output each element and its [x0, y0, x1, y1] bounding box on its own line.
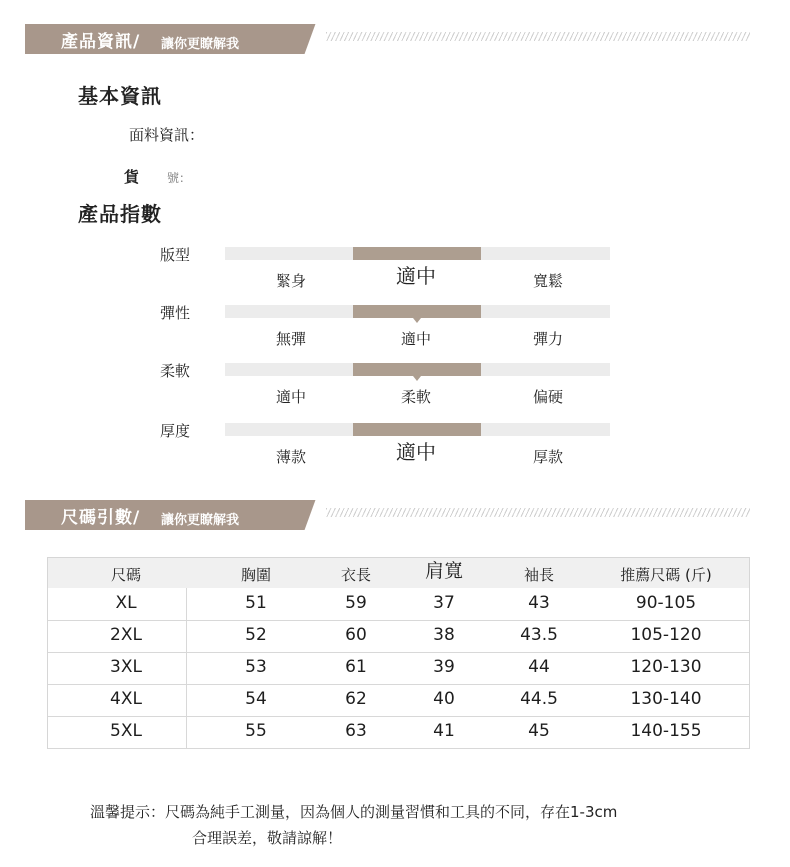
- attribute-option: 寬鬆: [532, 272, 563, 290]
- table-cell: 39: [433, 657, 455, 677]
- table-cell: 130-140: [630, 689, 702, 709]
- product-info-title: 產品資訊/: [61, 32, 141, 52]
- attribute-option: 偏硬: [532, 388, 563, 406]
- product-index-title: 產品指數: [78, 202, 162, 226]
- note-line-2: 合理誤差，敬請諒解！: [192, 829, 343, 847]
- attribute-selected-segment: [353, 305, 481, 318]
- table-cell: 45: [528, 721, 550, 741]
- size-table-header-cell: 尺碼: [110, 566, 141, 584]
- table-cell: 38: [433, 625, 455, 645]
- table-cell: 52: [245, 625, 267, 645]
- table-cell: 43: [528, 593, 550, 613]
- attribute-label: 柔軟: [160, 362, 191, 380]
- attribute-label: 厚度: [160, 422, 191, 440]
- attribute-selected-segment: [353, 247, 481, 260]
- table-cell: 5XL: [110, 721, 142, 741]
- attribute-option: 適中: [400, 330, 431, 348]
- attribute-label: 版型: [160, 246, 191, 264]
- table-cell: 120-130: [630, 657, 702, 677]
- size-info-subtitle: 讓你更瞭解我: [161, 513, 240, 528]
- table-cell: 44.5: [520, 689, 558, 709]
- size-table-header: [48, 558, 749, 588]
- table-cell: 4XL: [110, 689, 142, 709]
- table-cell: 2XL: [110, 625, 142, 645]
- table-cell: 3XL: [110, 657, 142, 677]
- fabric-info-label: 面料資訊：: [129, 126, 205, 144]
- table-cell: 63: [345, 721, 367, 741]
- attribute-option: 薄款: [275, 448, 306, 466]
- table-cell: 105-120: [630, 625, 702, 645]
- table-cell: 51: [245, 593, 267, 613]
- table-cell: 61: [345, 657, 367, 677]
- table-cell: 43.5: [520, 625, 558, 645]
- table-row: [48, 716, 749, 748]
- table-cell: XL: [115, 593, 137, 613]
- attribute-label: 彈性: [160, 304, 191, 322]
- table-row: [48, 588, 749, 620]
- attribute-option: 適中: [396, 264, 436, 288]
- attribute-option: 適中: [396, 440, 436, 464]
- table-row: [48, 620, 749, 652]
- table-cell: 55: [245, 721, 267, 741]
- size-table-header-cell: 推薦尺碼 (斤): [620, 566, 712, 584]
- table-cell: 41: [433, 721, 455, 741]
- table-cell: 40: [433, 689, 455, 709]
- fabric-info-row: [129, 124, 204, 145]
- table-row: [48, 652, 749, 684]
- table-cell: 59: [345, 593, 367, 613]
- table-cell: 140-155: [630, 721, 702, 741]
- hatch-divider: [326, 508, 750, 517]
- table-cell: 62: [345, 689, 367, 709]
- row-divider: [48, 748, 749, 749]
- size-table-header-cell: 胸圍: [240, 566, 271, 584]
- attribute-option: 彈力: [532, 330, 563, 348]
- product-info-bar: [25, 24, 318, 54]
- note-line-1: 溫馨提示：尺碼為純手工測量，因為個人的測量習慣和工具的不同，存在1-3cm: [90, 803, 618, 821]
- product-info-subtitle: 讓你更瞭解我: [161, 37, 240, 52]
- table-row: [48, 684, 749, 716]
- attribute-option: 緊身: [275, 272, 306, 290]
- selected-pointer-icon: [413, 376, 421, 381]
- size-info-title: 尺碼引數/: [61, 508, 141, 528]
- table-cell: 37: [433, 593, 455, 613]
- table-cell: 54: [245, 689, 267, 709]
- table-cell: 60: [345, 625, 367, 645]
- table-cell: 53: [245, 657, 267, 677]
- attribute-option: 無彈: [275, 330, 306, 348]
- hatch-divider: [326, 32, 750, 41]
- item-number-char2: 號：: [167, 171, 192, 185]
- attribute-option: 柔軟: [400, 388, 431, 406]
- table-cell: 44: [528, 657, 550, 677]
- attribute-option: 適中: [275, 388, 306, 406]
- item-number-char1: 貨: [124, 168, 140, 186]
- size-table: [47, 557, 750, 749]
- size-info-bar: [25, 500, 318, 530]
- attribute-selected-segment: [353, 363, 481, 376]
- size-table-header-cell: 袖長: [523, 566, 554, 584]
- selected-pointer-icon: [413, 318, 421, 323]
- size-table-header-cell: 衣長: [340, 566, 371, 584]
- item-number-row: [124, 166, 191, 187]
- table-cell: 90-105: [635, 593, 697, 613]
- attribute-selected-segment: [353, 423, 481, 436]
- basic-info-title: 基本資訊: [78, 84, 162, 108]
- size-table-header-cell: 肩寬: [424, 560, 463, 582]
- attribute-option: 厚款: [532, 448, 563, 466]
